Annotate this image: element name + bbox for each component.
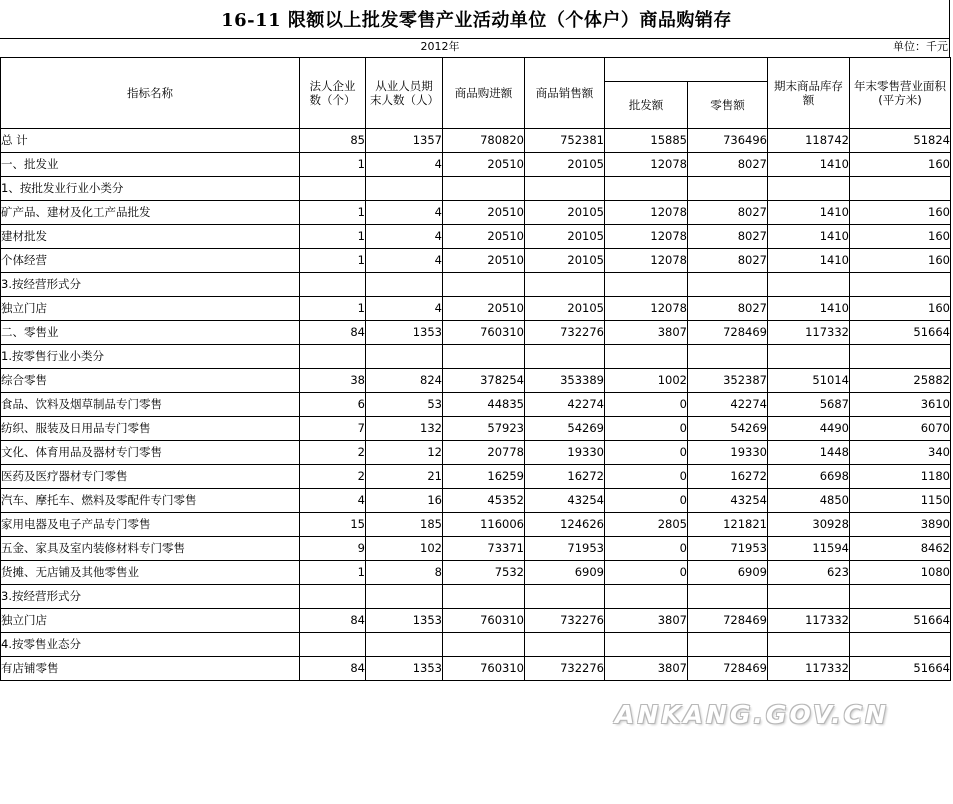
row-value: 20105 xyxy=(525,225,605,249)
header-stock: 期末商品库存额 xyxy=(768,58,850,129)
row-label: 二、零售业 xyxy=(1,321,300,345)
row-value: 53 xyxy=(366,393,443,417)
row-value: 51664 xyxy=(850,657,951,681)
row-value xyxy=(850,273,951,297)
row-value: 1410 xyxy=(768,225,850,249)
table-title: 16-11 限额以上批发零售产业活动单位（个体户）商品购销存 xyxy=(221,10,732,31)
row-value: 160 xyxy=(850,249,951,273)
row-label: 1、按批发业行业小类分 xyxy=(1,177,300,201)
row-value xyxy=(688,633,768,657)
row-label: 食品、饮料及烟草制品专门零售 xyxy=(1,393,300,417)
row-value: 2 xyxy=(300,465,366,489)
row-value: 42274 xyxy=(525,393,605,417)
row-label: 1.按零售行业小类分 xyxy=(1,345,300,369)
row-value xyxy=(443,177,525,201)
row-value: 1353 xyxy=(366,321,443,345)
row-value: 20510 xyxy=(443,249,525,273)
row-value xyxy=(605,633,688,657)
data-table xyxy=(0,57,951,681)
row-value: 728469 xyxy=(688,609,768,633)
row-value: 760310 xyxy=(443,657,525,681)
row-value: 736496 xyxy=(688,129,768,153)
row-value: 20105 xyxy=(525,153,605,177)
header-purchase: 商品购进额 xyxy=(443,58,525,129)
header-sales-group xyxy=(605,58,768,82)
table-row xyxy=(1,609,951,633)
row-value: 85 xyxy=(300,129,366,153)
row-value: 760310 xyxy=(443,321,525,345)
row-value: 1410 xyxy=(768,201,850,225)
row-value xyxy=(525,177,605,201)
row-value: 732276 xyxy=(525,609,605,633)
row-value: 15885 xyxy=(605,129,688,153)
row-label: 五金、家具及室内装修材料专门零售 xyxy=(1,537,300,561)
row-value xyxy=(605,345,688,369)
table-row xyxy=(1,561,951,585)
table-row xyxy=(1,465,951,489)
row-value: 6 xyxy=(300,393,366,417)
row-value: 3890 xyxy=(850,513,951,537)
row-value: 1180 xyxy=(850,465,951,489)
row-value: 8027 xyxy=(688,297,768,321)
row-value: 51664 xyxy=(850,609,951,633)
row-value xyxy=(525,345,605,369)
row-value xyxy=(300,633,366,657)
row-value: 6070 xyxy=(850,417,951,441)
row-value xyxy=(688,585,768,609)
row-value: 1 xyxy=(300,201,366,225)
header-sales: 商品销售额 xyxy=(525,58,605,129)
row-value: 8027 xyxy=(688,225,768,249)
table-row xyxy=(1,537,951,561)
row-value xyxy=(525,273,605,297)
table-row xyxy=(1,225,951,249)
row-value: 1410 xyxy=(768,297,850,321)
row-value: 54269 xyxy=(525,417,605,441)
row-value xyxy=(605,585,688,609)
table-row xyxy=(1,201,951,225)
row-label: 建材批发 xyxy=(1,225,300,249)
row-value xyxy=(443,273,525,297)
watermark: ANKANG.GOV.CN xyxy=(615,700,890,729)
row-value xyxy=(366,585,443,609)
row-value: 124626 xyxy=(525,513,605,537)
row-value: 1353 xyxy=(366,609,443,633)
row-value xyxy=(688,273,768,297)
row-label: 医药及医疗器材专门零售 xyxy=(1,465,300,489)
row-value: 16259 xyxy=(443,465,525,489)
row-value: 57923 xyxy=(443,417,525,441)
row-value: 4490 xyxy=(768,417,850,441)
row-value: 728469 xyxy=(688,321,768,345)
row-value: 8462 xyxy=(850,537,951,561)
row-value xyxy=(605,273,688,297)
row-value: 824 xyxy=(366,369,443,393)
row-label: 独立门店 xyxy=(1,297,300,321)
row-value xyxy=(768,273,850,297)
row-value xyxy=(443,633,525,657)
row-value xyxy=(366,273,443,297)
row-value: 2 xyxy=(300,441,366,465)
table-row xyxy=(1,657,951,681)
table-row xyxy=(1,129,951,153)
row-value: 117332 xyxy=(768,609,850,633)
row-value xyxy=(525,633,605,657)
row-value: 8027 xyxy=(688,153,768,177)
row-value: 54269 xyxy=(688,417,768,441)
row-value xyxy=(688,345,768,369)
row-value: 1080 xyxy=(850,561,951,585)
header-name: 指标名称 xyxy=(1,58,300,129)
row-value: 16272 xyxy=(688,465,768,489)
table-row xyxy=(1,441,951,465)
row-value xyxy=(850,585,951,609)
table-row xyxy=(1,417,951,441)
table-row xyxy=(1,249,951,273)
row-value: 160 xyxy=(850,153,951,177)
row-value: 71953 xyxy=(688,537,768,561)
row-value: 43254 xyxy=(688,489,768,513)
row-value: 19330 xyxy=(688,441,768,465)
row-value: 728469 xyxy=(688,657,768,681)
table-row xyxy=(1,489,951,513)
row-value: 752381 xyxy=(525,129,605,153)
row-value: 1 xyxy=(300,561,366,585)
row-value: 25882 xyxy=(850,369,951,393)
row-value: 20105 xyxy=(525,201,605,225)
row-value: 1 xyxy=(300,249,366,273)
row-value: 12078 xyxy=(605,225,688,249)
row-label: 3.按经营形式分 xyxy=(1,585,300,609)
row-value xyxy=(300,273,366,297)
row-value: 2805 xyxy=(605,513,688,537)
row-value: 0 xyxy=(605,537,688,561)
header-area: 年末零售营业面积(平方米) xyxy=(850,58,951,129)
row-value: 6698 xyxy=(768,465,850,489)
row-value xyxy=(768,345,850,369)
header-wholesale: 批发额 xyxy=(605,82,688,129)
row-value: 4 xyxy=(366,297,443,321)
row-value xyxy=(300,177,366,201)
row-value: 51824 xyxy=(850,129,951,153)
table-row xyxy=(1,513,951,537)
row-label: 纺织、服装及日用品专门零售 xyxy=(1,417,300,441)
row-value: 8027 xyxy=(688,201,768,225)
row-value: 780820 xyxy=(443,129,525,153)
unit-label: 单位：千元 xyxy=(893,40,948,53)
row-value: 51664 xyxy=(850,321,951,345)
row-value: 20510 xyxy=(443,297,525,321)
row-value xyxy=(850,345,951,369)
row-value: 4 xyxy=(366,201,443,225)
row-value: 117332 xyxy=(768,321,850,345)
row-label: 4.按零售业态分 xyxy=(1,633,300,657)
row-value: 7 xyxy=(300,417,366,441)
row-value: 4 xyxy=(366,249,443,273)
row-value: 20105 xyxy=(525,249,605,273)
row-value xyxy=(443,585,525,609)
row-value: 5687 xyxy=(768,393,850,417)
year-label: 2012年 xyxy=(420,40,460,53)
row-label: 家用电器及电子产品专门零售 xyxy=(1,513,300,537)
row-value: 20510 xyxy=(443,201,525,225)
table-row xyxy=(1,345,951,369)
row-value: 1410 xyxy=(768,153,850,177)
row-value: 19330 xyxy=(525,441,605,465)
table-row xyxy=(1,585,951,609)
header-staff: 从业人员期末人数（人） xyxy=(366,58,443,129)
row-value: 1150 xyxy=(850,489,951,513)
row-value: 0 xyxy=(605,441,688,465)
row-value xyxy=(688,177,768,201)
row-value xyxy=(525,585,605,609)
row-value: 16 xyxy=(366,489,443,513)
row-label: 个体经营 xyxy=(1,249,300,273)
row-value: 118742 xyxy=(768,129,850,153)
row-value: 4 xyxy=(366,225,443,249)
row-value: 160 xyxy=(850,201,951,225)
row-value: 3807 xyxy=(605,321,688,345)
row-value: 8027 xyxy=(688,249,768,273)
row-value: 84 xyxy=(300,657,366,681)
row-value: 4 xyxy=(366,153,443,177)
row-value: 20510 xyxy=(443,225,525,249)
row-value: 73371 xyxy=(443,537,525,561)
row-value: 12078 xyxy=(605,153,688,177)
row-value: 732276 xyxy=(525,657,605,681)
row-value: 9 xyxy=(300,537,366,561)
row-label: 独立门店 xyxy=(1,609,300,633)
row-value: 44835 xyxy=(443,393,525,417)
row-value: 11594 xyxy=(768,537,850,561)
row-value: 12078 xyxy=(605,201,688,225)
row-value: 340 xyxy=(850,441,951,465)
row-label: 总 计 xyxy=(1,129,300,153)
row-value: 1 xyxy=(300,225,366,249)
row-value xyxy=(366,345,443,369)
row-value: 0 xyxy=(605,489,688,513)
row-label: 综合零售 xyxy=(1,369,300,393)
row-value: 0 xyxy=(605,465,688,489)
header-retail: 零售额 xyxy=(688,82,768,129)
header-legal-units: 法人企业数（个） xyxy=(300,58,366,129)
row-value: 15 xyxy=(300,513,366,537)
row-value: 185 xyxy=(366,513,443,537)
row-value: 352387 xyxy=(688,369,768,393)
row-value: 42274 xyxy=(688,393,768,417)
table-row xyxy=(1,321,951,345)
table-row xyxy=(1,297,951,321)
row-value: 1 xyxy=(300,153,366,177)
row-value: 20510 xyxy=(443,153,525,177)
row-value: 12 xyxy=(366,441,443,465)
row-value: 623 xyxy=(768,561,850,585)
row-value xyxy=(768,585,850,609)
row-value: 378254 xyxy=(443,369,525,393)
row-label: 矿产品、建材及化工产品批发 xyxy=(1,201,300,225)
row-label: 一、批发业 xyxy=(1,153,300,177)
table-row xyxy=(1,393,951,417)
row-value: 3807 xyxy=(605,609,688,633)
row-value: 38 xyxy=(300,369,366,393)
row-value: 1357 xyxy=(366,129,443,153)
row-value xyxy=(300,345,366,369)
row-value: 71953 xyxy=(525,537,605,561)
row-value xyxy=(366,633,443,657)
row-value: 6909 xyxy=(688,561,768,585)
row-value: 7532 xyxy=(443,561,525,585)
row-value: 12078 xyxy=(605,297,688,321)
table-row xyxy=(1,177,951,201)
row-value xyxy=(768,633,850,657)
table-row xyxy=(1,633,951,657)
row-value: 121821 xyxy=(688,513,768,537)
row-value: 21 xyxy=(366,465,443,489)
row-value: 4 xyxy=(300,489,366,513)
row-value: 116006 xyxy=(443,513,525,537)
row-label: 有店铺零售 xyxy=(1,657,300,681)
row-value: 45352 xyxy=(443,489,525,513)
row-label: 文化、体育用品及器材专门零售 xyxy=(1,441,300,465)
row-value: 117332 xyxy=(768,657,850,681)
row-value: 4850 xyxy=(768,489,850,513)
row-value: 1448 xyxy=(768,441,850,465)
row-value: 132 xyxy=(366,417,443,441)
frame-line-right xyxy=(949,0,950,58)
row-value: 353389 xyxy=(525,369,605,393)
row-value: 6909 xyxy=(525,561,605,585)
row-value: 760310 xyxy=(443,609,525,633)
row-value: 51014 xyxy=(768,369,850,393)
row-value: 0 xyxy=(605,561,688,585)
row-value: 16272 xyxy=(525,465,605,489)
row-value: 20778 xyxy=(443,441,525,465)
row-value: 84 xyxy=(300,609,366,633)
row-value: 102 xyxy=(366,537,443,561)
row-value: 160 xyxy=(850,225,951,249)
row-value: 84 xyxy=(300,321,366,345)
table-body xyxy=(1,129,951,681)
row-value: 12078 xyxy=(605,249,688,273)
row-value: 1353 xyxy=(366,657,443,681)
table-row xyxy=(1,273,951,297)
row-value: 1 xyxy=(300,297,366,321)
table-row xyxy=(1,153,951,177)
row-value: 0 xyxy=(605,393,688,417)
row-label: 3.按经营形式分 xyxy=(1,273,300,297)
row-value xyxy=(443,345,525,369)
row-value xyxy=(850,633,951,657)
row-value: 1410 xyxy=(768,249,850,273)
row-value xyxy=(605,177,688,201)
row-value: 0 xyxy=(605,417,688,441)
table-row xyxy=(1,369,951,393)
row-value xyxy=(850,177,951,201)
row-value: 8 xyxy=(366,561,443,585)
row-value: 3610 xyxy=(850,393,951,417)
row-value: 160 xyxy=(850,297,951,321)
row-value: 3807 xyxy=(605,657,688,681)
row-value: 20105 xyxy=(525,297,605,321)
row-value xyxy=(768,177,850,201)
row-label: 汽车、摩托车、燃料及零配件专门零售 xyxy=(1,489,300,513)
row-label: 货摊、无店铺及其他零售业 xyxy=(1,561,300,585)
row-value: 30928 xyxy=(768,513,850,537)
row-value: 43254 xyxy=(525,489,605,513)
row-value xyxy=(366,177,443,201)
row-value xyxy=(300,585,366,609)
row-value: 1002 xyxy=(605,369,688,393)
row-value: 732276 xyxy=(525,321,605,345)
